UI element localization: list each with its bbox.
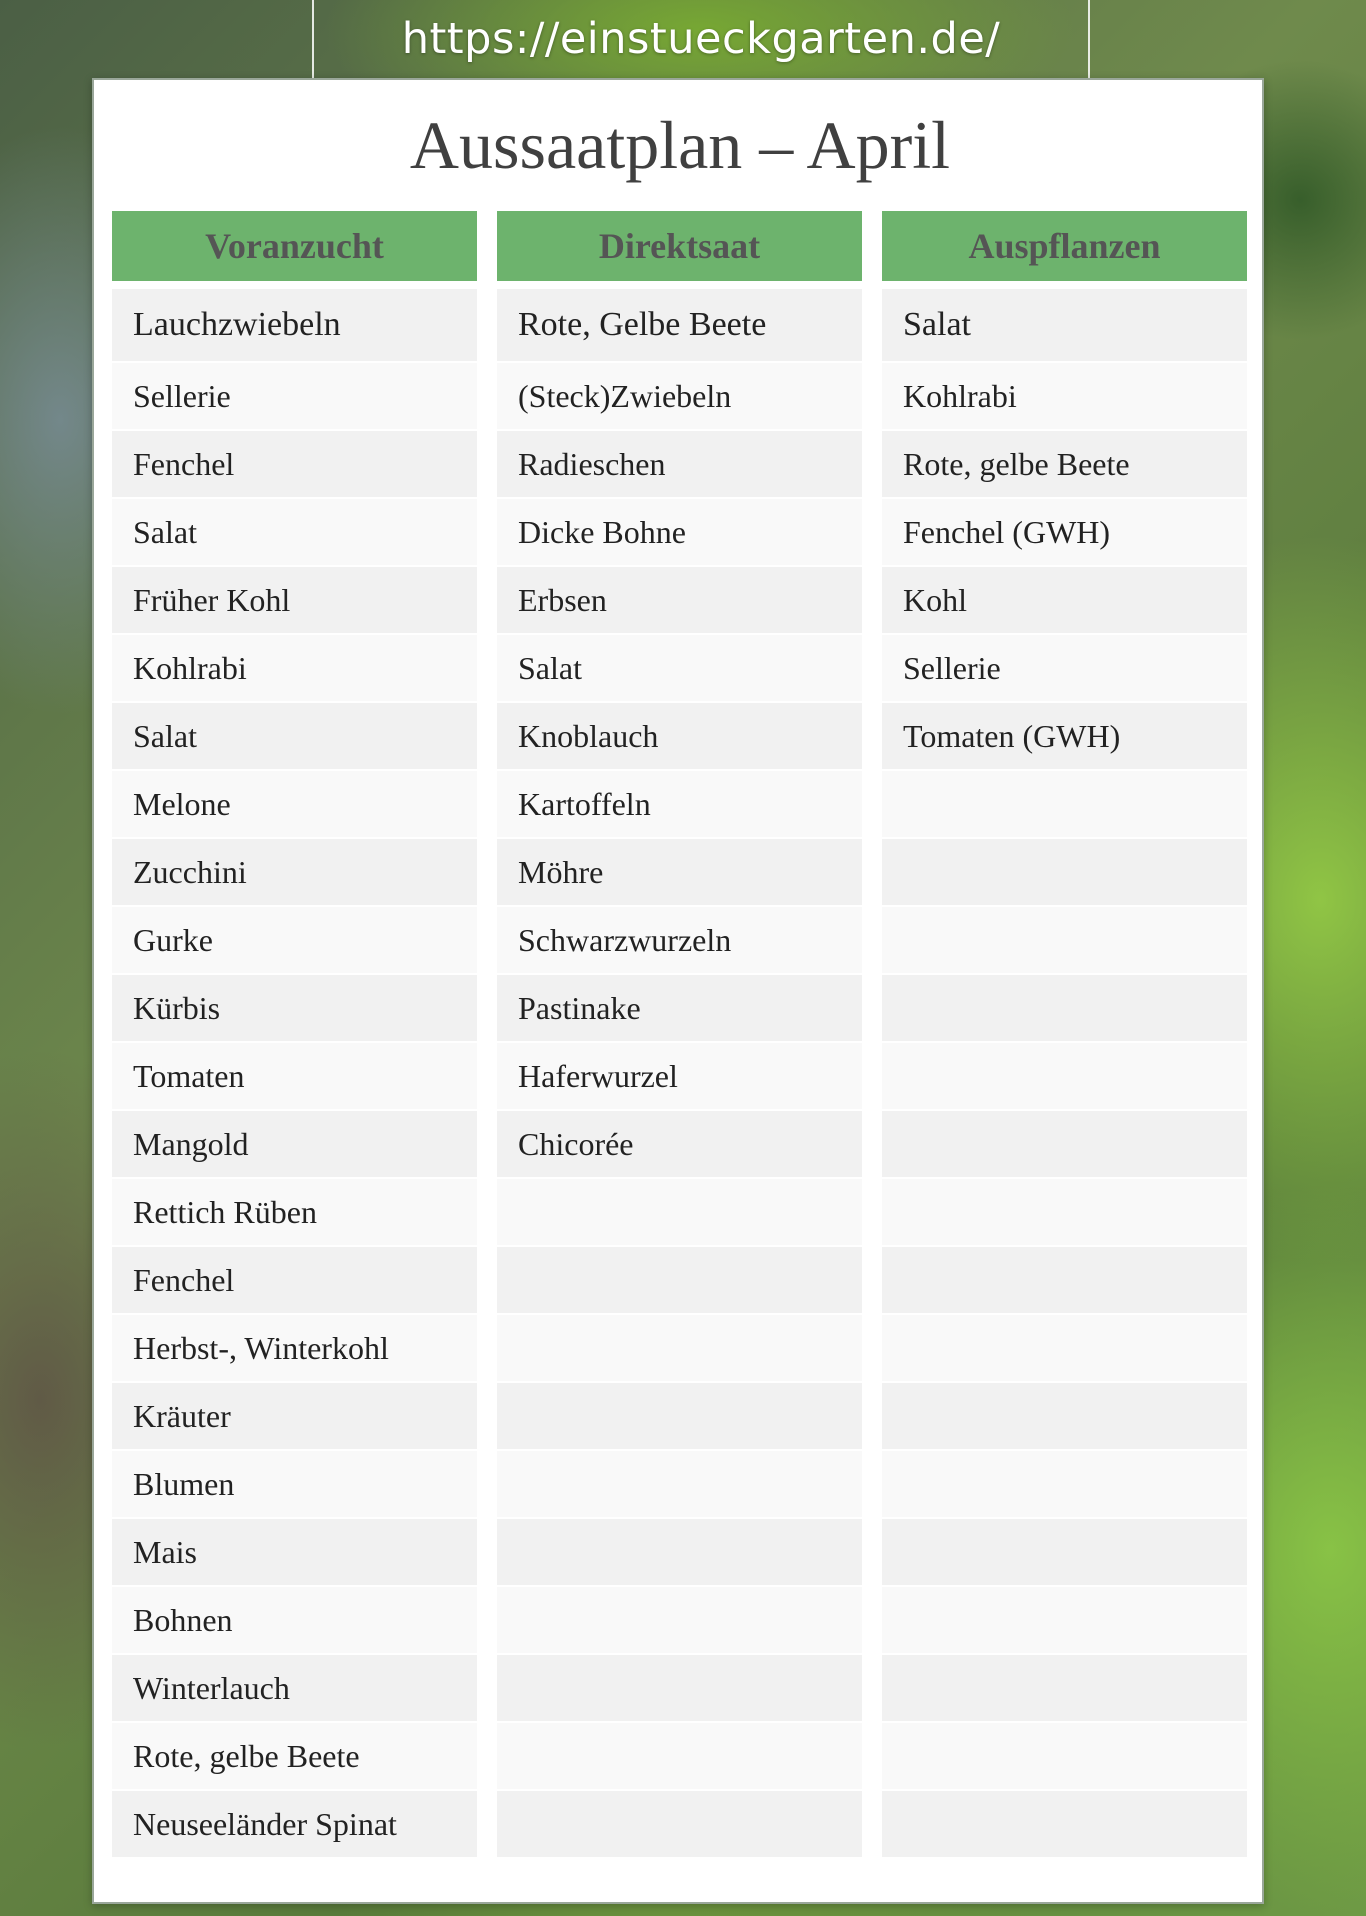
column-header: Direktsaat	[497, 211, 862, 281]
table-cell: Sellerie	[882, 635, 1247, 701]
table-cell	[882, 907, 1247, 973]
plan-columns	[112, 211, 1247, 1859]
table-cell: Lauchzwiebeln	[112, 289, 477, 361]
table-cell: Fenchel (GWH)	[882, 499, 1247, 565]
table-cell	[497, 1587, 862, 1653]
table-cell	[882, 839, 1247, 905]
table-cell: Kohl	[882, 567, 1247, 633]
table-cell: Dicke Bohne	[497, 499, 862, 565]
table-cell: Sellerie	[112, 363, 477, 429]
table-cell	[497, 1179, 862, 1245]
table-cell	[497, 1451, 862, 1517]
table-cell: Fenchel	[112, 431, 477, 497]
table-cell	[882, 771, 1247, 837]
table-cell	[882, 1043, 1247, 1109]
page-title: Aussaatplan – April	[409, 107, 951, 183]
table-cell: Salat	[112, 499, 477, 565]
column-voranzucht	[112, 211, 477, 1859]
url-banner	[312, 0, 1090, 78]
table-cell: Kohlrabi	[112, 635, 477, 701]
table-cell	[882, 975, 1247, 1041]
table-cell	[882, 1655, 1247, 1721]
table-cell	[497, 1383, 862, 1449]
table-cell: (Steck)Zwiebeln	[497, 363, 862, 429]
table-cell	[497, 1247, 862, 1313]
table-cell	[882, 1179, 1247, 1245]
sowing-plan-card	[92, 78, 1264, 1904]
table-cell	[882, 1519, 1247, 1585]
table-cell: Gurke	[112, 907, 477, 973]
table-cell: Mais	[112, 1519, 477, 1585]
table-cell: Tomaten (GWH)	[882, 703, 1247, 769]
table-cell: Schwarzwurzeln	[497, 907, 862, 973]
table-cell: Kräuter	[112, 1383, 477, 1449]
table-cell: Fenchel	[112, 1247, 477, 1313]
table-cell: Kohlrabi	[882, 363, 1247, 429]
table-cell: Rote, gelbe Beete	[882, 431, 1247, 497]
table-cell	[497, 1315, 862, 1381]
column-header: Auspflanzen	[882, 211, 1247, 281]
table-cell: Zucchini	[112, 839, 477, 905]
table-cell	[497, 1655, 862, 1721]
table-cell: Pastinake	[497, 975, 862, 1041]
table-cell: Möhre	[497, 839, 862, 905]
table-cell: Salat	[497, 635, 862, 701]
table-cell: Rettich Rüben	[112, 1179, 477, 1245]
table-cell: Tomaten	[112, 1043, 477, 1109]
table-cell: Neuseeländer Spinat	[112, 1791, 477, 1857]
table-cell	[497, 1519, 862, 1585]
table-cell: Radieschen	[497, 431, 862, 497]
table-cell	[882, 1383, 1247, 1449]
table-cell: Mangold	[112, 1111, 477, 1177]
table-cell	[882, 1723, 1247, 1789]
table-cell	[882, 1587, 1247, 1653]
table-cell	[497, 1723, 862, 1789]
table-cell	[882, 1791, 1247, 1857]
table-cell: Blumen	[112, 1451, 477, 1517]
site-url-link[interactable]: https://einstueckgarten.de/	[401, 14, 1001, 64]
table-cell: Melone	[112, 771, 477, 837]
table-cell: Bohnen	[112, 1587, 477, 1653]
table-cell: Erbsen	[497, 567, 862, 633]
table-cell	[882, 1315, 1247, 1381]
table-cell	[882, 1247, 1247, 1313]
column-direktsaat	[497, 211, 862, 1859]
table-cell: Kürbis	[112, 975, 477, 1041]
column-auspflanzen	[882, 211, 1247, 1859]
table-cell: Chicorée	[497, 1111, 862, 1177]
table-cell: Salat	[112, 703, 477, 769]
table-cell: Herbst-, Winterkohl	[112, 1315, 477, 1381]
column-header: Voranzucht	[112, 211, 477, 281]
table-cell: Haferwurzel	[497, 1043, 862, 1109]
table-cell: Winterlauch	[112, 1655, 477, 1721]
table-cell	[882, 1451, 1247, 1517]
table-cell: Salat	[882, 289, 1247, 361]
table-cell	[882, 1111, 1247, 1177]
table-cell: Rote, Gelbe Beete	[497, 289, 862, 361]
table-cell	[497, 1791, 862, 1857]
table-cell: Kartoffeln	[497, 771, 862, 837]
table-cell: Knoblauch	[497, 703, 862, 769]
table-cell: Rote, gelbe Beete	[112, 1723, 477, 1789]
table-cell: Früher Kohl	[112, 567, 477, 633]
